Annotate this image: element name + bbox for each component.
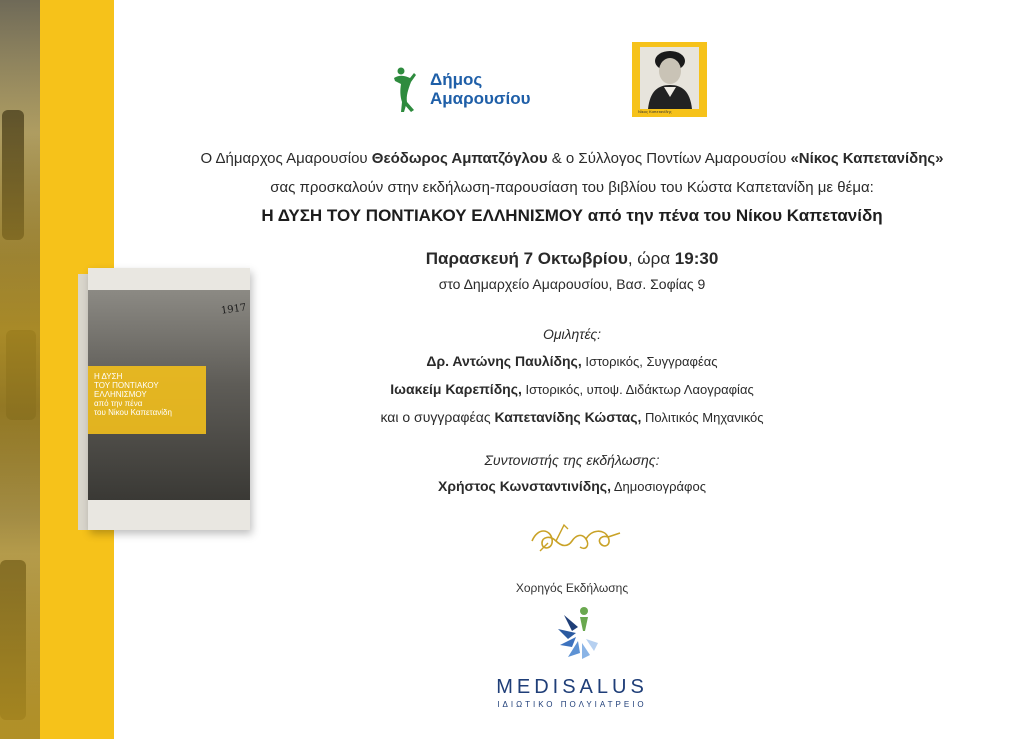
sponsor-name: MEDISALUS <box>496 676 648 698</box>
ornament-flourish-icon <box>528 517 624 557</box>
coordinator-name: Χρήστος Κωνσταντινίδης, <box>438 478 611 494</box>
book-title-line: ΕΛΛΗΝΙΣΜΟΥ <box>94 390 147 399</box>
speaker-prefix: και ο συγγραφέας <box>380 409 495 425</box>
medisalus-logo-icon <box>554 605 600 665</box>
event-date <box>120 249 1024 269</box>
speaker-name: Καπετανίδης Κώστας, <box>494 409 642 425</box>
association-name: «Νίκος Καπετανίδης» <box>790 150 944 167</box>
event-time: 19:30 <box>674 249 719 268</box>
mayor-name: Θεόδωρος Αμπατζόγλου <box>371 150 548 167</box>
speaker-name: Ιωακείμ Καρεπίδης, <box>390 381 522 397</box>
speaker-role: Πολιτικός Μηχανικός <box>641 410 764 425</box>
portrait-photo <box>640 47 699 109</box>
sponsor-subtitle: ΙΔΙΩΤΙΚΟ ΠΟΛΥΙΑΤΡΕΙΟ <box>497 700 647 709</box>
sponsor-heading: Χορηγός Εκδήλωσης <box>515 581 629 595</box>
speaker-role: Ιστορικός, υποψ. Διδάκτωρ Λαογραφίας <box>521 382 754 397</box>
photo-yellow-tint <box>0 0 40 739</box>
book-title-line: ΤΟΥ ΠΟΝΤΙΑΚΟΥ <box>94 381 159 390</box>
dimos-logo-line1: Δήμος <box>430 70 483 89</box>
event-day: Παρασκευή 7 Οκτωβρίου <box>425 249 628 268</box>
speaker-role: Ιστορικός, Συγγραφέας <box>581 354 718 369</box>
speaker-name: Δρ. Αντώνης Παυλίδης, <box>426 353 582 369</box>
book-title-heading: Η ΔΥΣΗ ΤΟΥ ΠΟΝΤΙΑΚΟΥ ΕΛΛΗΝΙΣΜΟΥ από την πένα του Νίκου Καπετανίδη <box>261 206 883 225</box>
speaker-item <box>120 381 1024 397</box>
book-handwriting: 1917 <box>219 302 247 317</box>
dimos-amarousiou-logo <box>392 64 531 114</box>
book-title-line: Η ΔΥΣΗ <box>94 372 123 381</box>
book-title-line: του Νίκου Καπετανίδη <box>94 408 172 417</box>
dimos-logo-line2: Αμαρουσίου <box>430 89 531 108</box>
coordinator-heading: Συντονιστής της εκδήλωσης: <box>484 452 660 468</box>
invitation-text-part: Ο Δήμαρχος Αμαρουσίου <box>200 150 372 167</box>
dimos-logo-text <box>430 70 531 108</box>
event-date-sep: , ώρα <box>627 249 675 268</box>
coordinator-item <box>120 478 1024 494</box>
speakers-heading: Ομιλητές: <box>542 326 602 342</box>
invitation-text-part: & ο Σύλλογος Ποντίων Αμαρουσίου <box>547 150 791 167</box>
portrait-label: Νίκος Καπετανίδης <box>638 109 672 114</box>
speaker-item <box>120 353 1024 369</box>
coordinator-role: Δημοσιογράφος <box>610 479 706 494</box>
invitation-line-2: σας προσκαλούν στην εκδήλωση-παρουσίαση του βιβλίου του Κώστα Καπετανίδη με θέμα: <box>270 179 874 196</box>
portrait-frame <box>632 42 707 117</box>
speaker-item <box>120 409 1024 425</box>
book-title-line: από την πένα <box>94 399 143 408</box>
invitation-line-1 <box>120 150 1024 167</box>
portrait-person-icon <box>640 47 699 109</box>
event-venue: στο Δημαρχείο Αμαρουσίου, Βασ. Σοφίας 9 <box>438 276 706 292</box>
dimos-figure-icon <box>392 64 422 114</box>
